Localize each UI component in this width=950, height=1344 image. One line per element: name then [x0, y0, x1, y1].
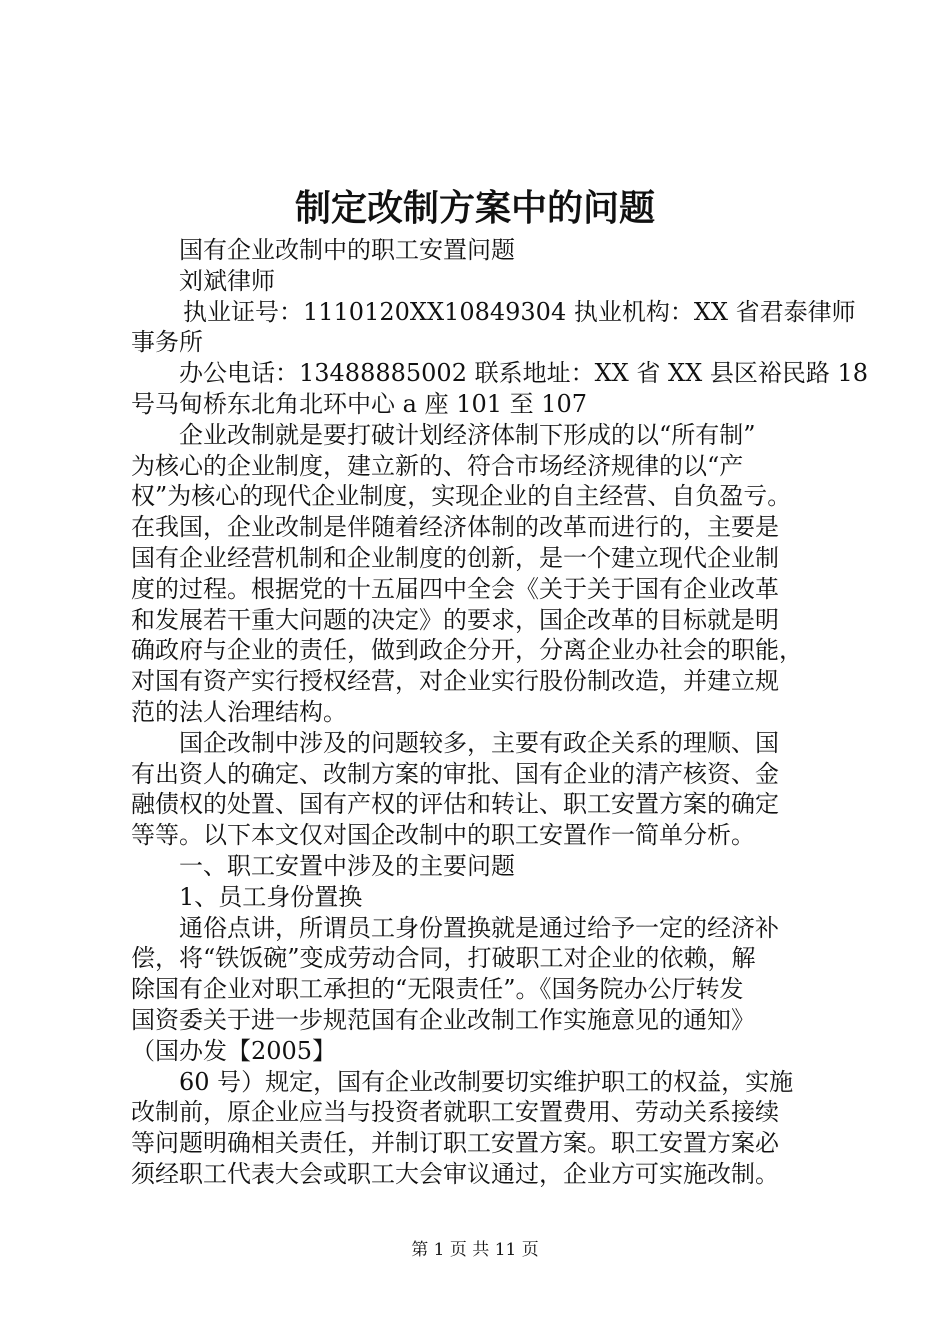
license-line: 执业证号：1110120XX10849304 执业机构：XX 省君泰律师	[183, 297, 856, 326]
section-heading: 一、职工安置中涉及的主要问题	[179, 851, 515, 880]
license-line-cont: 事务所	[131, 328, 203, 357]
contact-line: 办公电话：13488885002 联系地址：XX 省 XX 县区裕民路 18	[179, 359, 868, 388]
paragraph-line: 国资委关于进一步规范国有企业改制工作实施意见的通知》	[131, 1005, 755, 1034]
paragraph-line: 为核心的企业制度，建立新的、符合市场经济规律的以“产	[131, 451, 744, 480]
paragraph-line: 确政府与企业的责任，做到政企分开，分离企业办社会的职能，	[131, 636, 803, 665]
paragraph-line: 度的过程。根据党的十五届四中全会《关于关于国有企业改革	[131, 574, 779, 603]
paragraph-line: 范的法人治理结构。	[131, 697, 347, 726]
paragraph-line: 有出资人的确定、改制方案的审批、国有企业的清产核资、金	[131, 759, 779, 788]
paragraph-line: 60 号）规定，国有企业改制要切实维护职工的权益，实施	[179, 1067, 794, 1096]
paragraph-line: 融债权的处置、国有产权的评估和转让、职工安置方案的确定	[131, 790, 779, 819]
paragraph-line: 偿，将“铁饭碗”变成劳动合同，打破职工对企业的依赖，解	[131, 944, 756, 973]
contact-line-cont: 号马甸桥东北角北环中心 a 座 101 至 107	[131, 389, 588, 418]
paragraph-line: 须经职工代表大会或职工大会审议通过，企业方可实施改制。	[131, 1159, 779, 1188]
document-body	[131, 235, 868, 1190]
subsection-heading: 1、员工身份置换	[179, 882, 363, 911]
paragraph-line: 通俗点讲，所谓员工身份置换就是通过给予一定的经济补	[179, 913, 779, 942]
paragraph-line: 权”为核心的现代企业制度，实现企业的自主经营、自负盈亏。	[131, 482, 792, 511]
author-line: 刘斌律师	[179, 266, 275, 295]
page-number: 第 1 页 共 11 页	[411, 1240, 539, 1260]
paragraph-line: 国有企业经营机制和企业制度的创新，是一个建立现代企业制	[131, 543, 779, 572]
paragraph-line: 除国有企业对职工承担的“无限责任”。《国务院办公厅转发	[131, 975, 744, 1004]
paragraph-line: 在我国，企业改制是伴随着经济体制的改革而进行的，主要是	[131, 513, 779, 542]
paragraph-line: 等问题明确相关责任，并制订职工安置方案。职工安置方案必	[131, 1129, 779, 1158]
document-title: 制定改制方案中的问题	[294, 188, 655, 229]
paragraph-line: 国企改制中涉及的问题较多，主要有政企关系的理顺、国	[179, 728, 779, 757]
paragraph-line: 和发展若干重大问题的决定》的要求，国企改革的目标就是明	[131, 605, 779, 634]
subtitle-line: 国有企业改制中的职工安置问题	[179, 236, 515, 264]
paragraph-line: 改制前，原企业应当与投资者就职工安置费用、劳动关系接续	[131, 1098, 779, 1127]
paragraph-line: 对国有资产实行授权经营，对企业实行股份制改造，并建立规	[131, 667, 779, 696]
paragraph-line: （国办发【2005】	[131, 1036, 337, 1065]
paragraph-line: 等等。以下本文仅对国企改制中的职工安置作一简单分析。	[131, 821, 755, 850]
paragraph-line: 企业改制就是要打破计划经济体制下形成的以“所有制”	[179, 420, 756, 449]
